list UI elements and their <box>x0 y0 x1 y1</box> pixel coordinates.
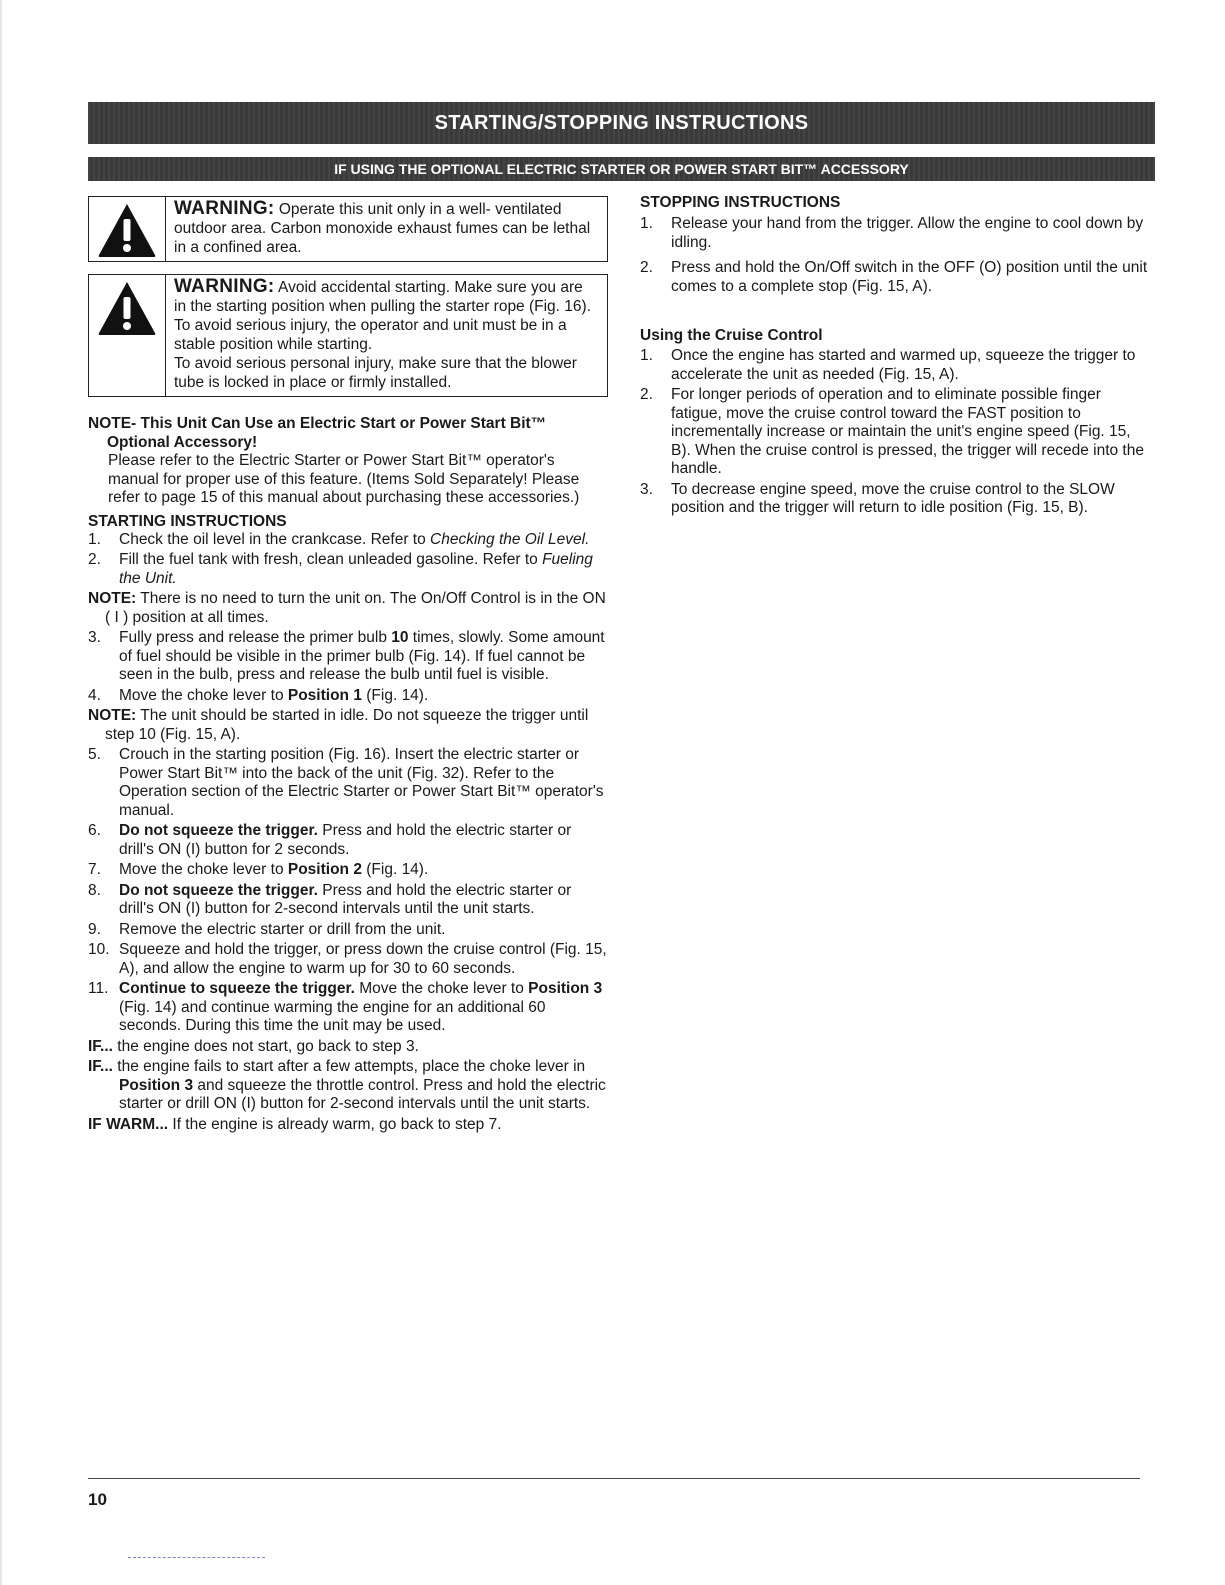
warning-triangle-icon <box>96 279 158 337</box>
step-number: 8. <box>88 881 101 899</box>
note-text: There is no need to turn the unit on. The On/Off Control is in the ON ( I ) position at all times. <box>105 590 606 626</box>
stopping-step <box>640 259 1150 296</box>
step-text: (Fig. 14). <box>361 861 429 878</box>
step-number: 1. <box>88 530 101 548</box>
starting-step <box>88 861 608 880</box>
step-text: To decrease engine speed, move the cruise control to the SLOW position and the trigger will return to idle position (Fig. 15, B). <box>671 480 1115 516</box>
cruise-step <box>640 481 1150 518</box>
if-label: IF... <box>88 1037 113 1055</box>
starting-step <box>88 882 608 919</box>
step-text: Press and hold the electric starter or drill's ON (I) button for 2 seconds. <box>119 822 572 858</box>
step-text-bold: Do not squeeze the trigger. <box>119 822 318 839</box>
note-start-in-idle <box>88 707 608 744</box>
warning-icon-cell <box>89 275 166 396</box>
step-text: Press and hold the electric starter or drill's ON (I) button for 2-second intervals until the unit starts. <box>119 881 572 917</box>
stopping-instructions-heading: STOPPING INSTRUCTIONS <box>640 194 841 211</box>
starting-step <box>88 629 608 685</box>
warning-body-2: To avoid serious personal injury, make sure that the blower tube is locked in place or firmly installed. <box>174 355 577 391</box>
bottom-edge-mark <box>128 1557 265 1558</box>
starting-instructions-heading: STARTING INSTRUCTIONS <box>88 512 287 530</box>
step-text: Remove the electric starter or drill from the unit. <box>119 920 446 938</box>
page-number: 10 <box>88 1490 107 1509</box>
footer-rule <box>88 1478 1140 1479</box>
step-number: 3. <box>640 480 653 498</box>
starting-step <box>88 531 608 550</box>
starting-step <box>88 941 608 978</box>
step-text-italic: Fueling the Unit. <box>119 551 593 587</box>
if-text-bold: Position 3 <box>119 1076 194 1094</box>
step-text: Fill the fuel tank with fresh, clean unleaded gasoline. Refer to <box>119 551 543 568</box>
step-text-bold: Do not squeeze the trigger. <box>119 881 318 899</box>
step-number: 7. <box>88 861 101 878</box>
warning-heading: WARNING: <box>174 198 275 219</box>
step-text-bold: Position 3 <box>528 980 603 997</box>
step-number: 2. <box>88 551 101 568</box>
step-text: Squeeze and hold the trigger, or press down the cruise control (Fig. 15, A), and allow the engine to warm up for 30 to 60 seconds. <box>119 941 607 977</box>
step-number: 11. <box>88 980 109 997</box>
step-number: 9. <box>88 920 101 938</box>
step-text-bold: 10 <box>391 629 409 646</box>
starting-step <box>88 822 608 859</box>
electric-start-note-text: Please refer to the Electric Starter or Power Start Bit™ operator's manual for proper use of this feature. (Items Sold Separately! Please refer to page 15 of this manual about purchasing these accessories.) <box>108 452 580 506</box>
warning-box-ventilation <box>88 196 608 262</box>
step-number: 2. <box>640 386 653 403</box>
starting-step <box>88 551 608 588</box>
step-text: Move the choke lever to <box>354 980 529 997</box>
if-text: the engine fails to start after a few attempts, place the choke lever in <box>112 1058 586 1075</box>
page-edge <box>0 0 2 1585</box>
step-number: 6. <box>88 822 101 839</box>
if-label: IF... <box>88 1058 113 1075</box>
if-text: If the engine is already warm, go back to step 7. <box>168 1115 502 1133</box>
warning-body: Operate this unit only in a well- ventilated outdoor area. Carbon monoxide exhaust fumes can be lethal in a confined area. <box>174 201 591 256</box>
starting-step <box>88 746 608 820</box>
section-subtitle-banner: IF USING THE OPTIONAL ELECTRIC STARTER OR POWER START BIT™ ACCESSORY <box>88 157 1155 181</box>
warning-text <box>166 275 607 396</box>
step-number: 5. <box>88 746 101 763</box>
if-text: and squeeze the throttle control. Press and hold the electric starter or drill ON (I) button for 2-second intervals until the unit starts. <box>119 1076 606 1112</box>
step-text: Move the choke lever to <box>119 861 288 878</box>
warning-triangle-icon <box>96 201 158 259</box>
step-number: 3. <box>88 629 101 646</box>
if-warm <box>88 1116 608 1135</box>
cruise-step <box>640 347 1150 384</box>
left-column <box>88 196 608 1136</box>
step-text: Fully press and release the primer bulb <box>119 629 392 646</box>
warning-box-accidental-start <box>88 274 608 397</box>
cruise-step <box>640 386 1150 479</box>
warning-body: Avoid accidental starting. Make sure you are in the starting position when pulling the starter rope (Fig. 16). To avoid serious injury, the operator and unit must be in a stable position while starting. <box>174 279 592 353</box>
starting-step <box>88 921 608 940</box>
step-text-bold: Position 1 <box>287 686 362 704</box>
starting-step <box>88 980 608 1036</box>
step-text-bold: Continue to squeeze the trigger. <box>119 980 355 997</box>
note-label: NOTE: <box>88 707 137 724</box>
step-text: For longer periods of operation and to eliminate possible finger fatigue, move the cruise control toward the FAST position to incrementally increase or maintain the unit's engine speed (Fig. 15, B). When the cruise control is pressed, the trigger will recede into the handle. <box>671 386 1144 477</box>
warning-heading: WARNING: <box>174 276 275 297</box>
step-number: 4. <box>88 686 101 704</box>
step-text: (Fig. 14). <box>361 686 429 704</box>
section-title-banner: STARTING/STOPPING INSTRUCTIONS <box>88 102 1155 144</box>
step-number: 10. <box>88 941 110 958</box>
cruise-control-heading: Using the Cruise Control <box>640 327 823 344</box>
if-no-start <box>88 1038 608 1057</box>
step-text: times, slowly. Some amount of fuel should be visible in the primer bulb (Fig. 14). If fuel cannot be seen in the bulb, press and release the bulb until fuel is visible. <box>119 629 605 683</box>
step-text: Press and hold the On/Off switch in the OFF (O) position until the unit comes to a complete stop (Fig. 15, A). <box>671 259 1148 295</box>
step-text: Once the engine has started and warmed up, squeeze the trigger to accelerate the unit as needed (Fig. 15, A). <box>671 347 1136 383</box>
note-text: The unit should be started in idle. Do not squeeze the trigger until step 10 (Fig. 15, A). <box>105 707 589 743</box>
step-text: Check the oil level in the crankcase. Refer to <box>119 530 431 548</box>
electric-start-note-heading: NOTE- This Unit Can Use an Electric Start or Power Start Bit™ Optional Accessory! <box>88 415 547 451</box>
step-number: 1. <box>640 215 653 232</box>
step-text-bold: Position 2 <box>287 861 362 878</box>
note-label: NOTE: <box>88 590 137 607</box>
step-text: Release your hand from the trigger. Allow the engine to cool down by idling. <box>671 215 1144 251</box>
step-text-italic: Checking the Oil Level. <box>430 530 590 548</box>
note-on-off-control <box>88 590 608 627</box>
step-number: 1. <box>640 347 653 364</box>
step-text: Move the choke lever to <box>119 686 288 704</box>
if-fails-to-start <box>88 1058 608 1114</box>
right-column <box>640 193 1150 520</box>
step-number: 2. <box>640 259 653 276</box>
if-label: IF WARM... <box>88 1115 169 1133</box>
step-text: (Fig. 14) and continue warming the engine for an additional 60 seconds. During this time the unit may be used. <box>119 998 546 1034</box>
stopping-step <box>640 215 1150 252</box>
step-text: Crouch in the starting position (Fig. 16). Insert the electric starter or Power Start Bit™ into the back of the unit (Fig. 32). Refer to the Operation section of the Electric Starter or Power Start Bit™ operator's manual. <box>119 746 604 819</box>
starting-step <box>88 687 608 706</box>
warning-text <box>166 197 607 261</box>
if-text: the engine does not start, go back to step 3. <box>112 1037 419 1055</box>
warning-icon-cell <box>89 197 166 261</box>
